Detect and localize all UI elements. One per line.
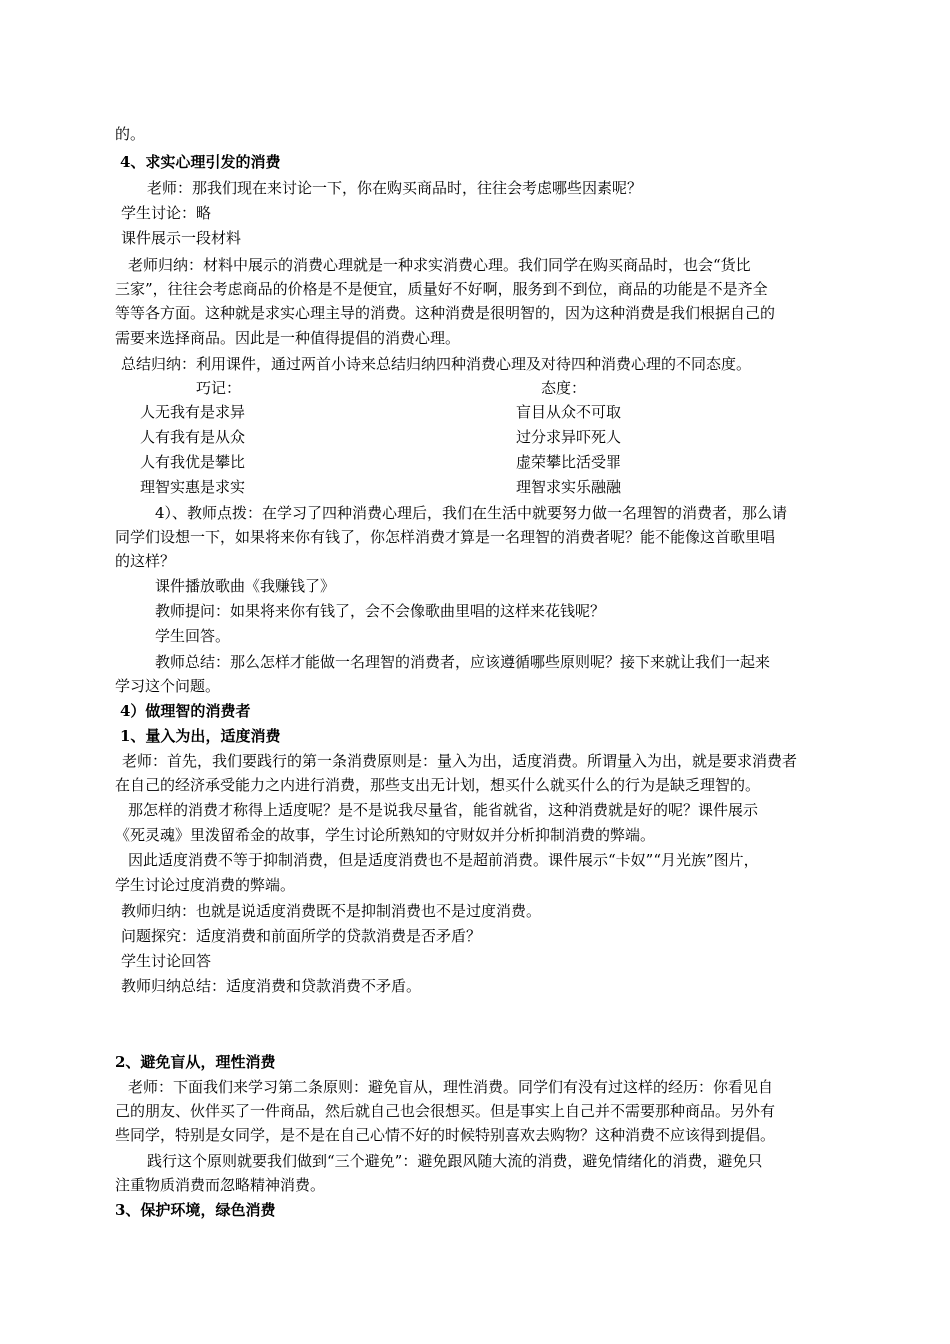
poem-line: 盲目从众不可取	[516, 403, 622, 421]
paragraph-line: 课件播放歌曲《我赚钱了》	[155, 577, 336, 595]
paragraph-line: 《死灵魂》里泼留希金的故事，学生讨论所熟知的守财奴并分析抑制消费的弊端。	[115, 826, 656, 844]
poem-line: 过分求异吓死人	[516, 428, 622, 446]
section-heading: 3、保护环境，绿色消费	[115, 1201, 276, 1219]
poem-line: 理智求实乐融融	[516, 478, 622, 496]
poem-line: 人有我有是从众	[140, 428, 246, 446]
poem-line: 理智实惠是求实	[140, 478, 246, 496]
paragraph-line: 学生讨论：略	[121, 204, 212, 222]
paragraph-line: 注重物质消费而忽略精神消费。	[115, 1176, 326, 1194]
poem-header-right: 态度：	[541, 379, 587, 397]
paragraph-line: 课件展示一段材料	[121, 229, 242, 247]
poem-line: 人无我有是求异	[140, 403, 246, 421]
paragraph-line: 老师：首先，我们要践行的第一条消费原则是：量入为出，适度消费。所谓量入为出，就是要求消费者	[122, 752, 798, 770]
paragraph-line: 教师归纳：也就是说适度消费既不是抑制消费也不是过度消费。	[121, 902, 542, 920]
section-heading: 1、量入为出，适度消费	[120, 727, 281, 745]
poem-header-left: 巧记：	[196, 379, 242, 397]
paragraph-line: 学生回答。	[155, 627, 231, 645]
paragraph-line: 问题探究：适度消费和前面所学的贷款消费是否矛盾？	[121, 927, 482, 945]
paragraph-line: 些同学，特别是女同学，是不是在自己心情不好的时候特别喜欢去购物？这种消费不应该得到提倡。	[115, 1126, 776, 1144]
paragraph-line: 教师总结：那么怎样才能做一名理智的消费者，应该遵循哪些原则呢？接下来就让我们一起来	[155, 653, 771, 671]
paragraph-line: 等等各方面。这种就是求实心理主导的消费。这种消费是很明智的，因为这种消费是我们根据自己的	[115, 304, 776, 322]
paragraph-line: 三家”，往往会考虑商品的价格是不是便宜，质量好不好啊，服务到不到位，商品的功能是不是齐全	[115, 280, 768, 298]
paragraph-line: 老师：那我们现在来讨论一下，你在购买商品时，往往会考虑哪些因素呢？	[147, 179, 643, 197]
paragraph-line: 教师提问：如果将来你有钱了，会不会像歌曲里唱的这样来花钱呢？	[155, 602, 606, 620]
poem-line: 虚荣攀比活受罪	[516, 453, 622, 471]
paragraph-line: 在自己的经济承受能力之内进行消费，那些支出无计划，想买什么就买什么的行为是缺乏理智的。	[115, 776, 761, 794]
paragraph-line: 需要来选择商品。因此是一种值得提倡的消费心理。	[115, 329, 461, 347]
paragraph-line: 4）、教师点拨：在学习了四种消费心理后，我们在生活中就要努力做一名理智的消费者，那么请	[155, 504, 788, 522]
paragraph-line: 因此适度消费不等于抑制消费，但是适度消费也不是超前消费。课件展示“卡奴”“月光族”图片，	[128, 851, 759, 869]
poem-line: 人有我优是攀比	[140, 453, 246, 471]
paragraph-line: 老师归纳：材料中展示的消费心理就是一种求实消费心理。我们同学在购买商品时，也会“货比	[128, 256, 751, 274]
paragraph-line: 教师归纳总结：适度消费和贷款消费不矛盾。	[121, 977, 422, 995]
section-heading: 4）做理智的消费者	[120, 702, 251, 720]
paragraph-line: 学生讨论回答	[121, 952, 212, 970]
section-heading: 4、求实心理引发的消费	[120, 153, 281, 171]
paragraph-line: 那怎样的消费才称得上适度呢？是不是说我尽量省，能省就省，这种消费就是好的呢？课件展示	[128, 801, 759, 819]
paragraph-line: 的这样？	[115, 552, 176, 570]
paragraph-line: 学习这个问题。	[115, 677, 221, 695]
paragraph-line: 学生讨论过度消费的弊端。	[115, 876, 296, 894]
paragraph-line: 同学们设想一下，如果将来你有钱了，你怎样消费才算是一名理智的消费者呢？能不能像这首歌里唱	[115, 528, 776, 546]
paragraph-line: 己的朋友、伙伴买了一件商品，然后就自己也会很想买。但是事实上自己并不需要那种商品。另外有	[115, 1102, 776, 1120]
paragraph-line: 践行这个原则就要我们做到“三个避免”：避免跟风随大流的消费，避免情绪化的消费，避免只	[147, 1152, 763, 1170]
paragraph-line: 的。	[115, 125, 146, 143]
paragraph-line: 总结归纳：利用课件，通过两首小诗来总结归纳四种消费心理及对待四种消费心理的不同态度。	[121, 355, 752, 373]
paragraph-line: 老师：下面我们来学习第二条原则：避免盲从，理性消费。同学们有没有过这样的经历：你看见自	[128, 1078, 774, 1096]
section-heading: 2、避免盲从，理性消费	[115, 1053, 276, 1071]
